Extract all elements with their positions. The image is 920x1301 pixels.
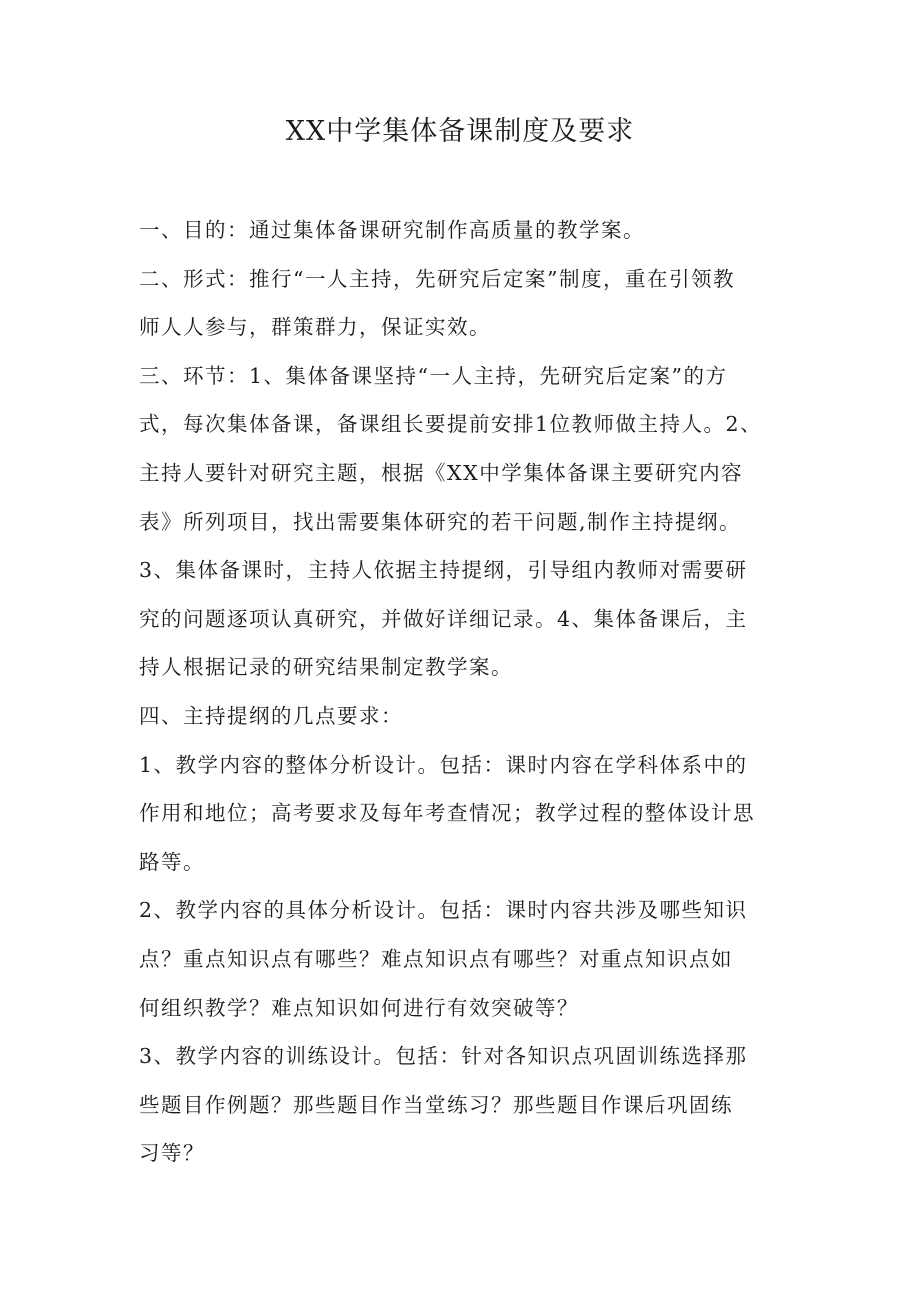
text-line: 三、环节：1、集体备课坚持“一人主持，先研究后定案”的方 (139, 363, 728, 388)
text-line: 一、目的：通过集体备课研究制作高质量的教学案。 (139, 218, 645, 242)
text-line: 3、教学内容的训练设计。包括：针对各知识点巩固训练选择那 (139, 1044, 748, 1069)
text-line: 究的问题逐项认真研究，并做好详细记录。4、集体备课后，主 (139, 606, 748, 631)
text-line: 些题目作例题？那些题目作当堂练习？那些题目作课后巩固练 (139, 1092, 733, 1117)
text-line: 式，每次集体备课，备课组长要提前安排1位教师做主持人。2、 (139, 412, 763, 437)
text-line: 3、集体备课时，主持人依据主持提纲，引导组内教师对需要研 (139, 558, 748, 583)
text-line: 四、主持提纲的几点要求： (139, 703, 403, 728)
text-line: 师人人参与，群策群力，保证实效。 (139, 315, 491, 340)
text-line: 何组织教学？难点知识如何进行有效突破等？ (139, 995, 579, 1020)
text-line: 主持人要针对研究主题，根据《XX中学集体备课主要研究内容 (139, 460, 744, 485)
text-line: 路等。 (139, 849, 205, 874)
text-line: 作用和地位；高考要求及每年考查情况；教学过程的整体设计思 (139, 801, 755, 826)
text-line: 表》所列项目，找出需要集体研究的若干问题,制作主持提纲。 (139, 509, 742, 534)
document-title: XX中学集体备课制度及要求 (285, 116, 635, 147)
text-line: 2、教学内容的具体分析设计。包括：课时内容共涉及哪些知识 (139, 898, 748, 923)
text-line: 二、形式：推行“一人主持，先研究后定案”制度，重在引领教 (139, 266, 735, 291)
text-line: 习等？ (139, 1141, 205, 1166)
text-line: 点？重点知识点有哪些？难点知识点有哪些？对重点知识点如 (139, 946, 733, 971)
document-body (139, 206, 799, 1178)
text-line: 1、教学内容的整体分析设计。包括：课时内容在学科体系中的 (139, 752, 748, 777)
text-line: 持人根据记录的研究结果制定教学案。 (139, 655, 513, 680)
